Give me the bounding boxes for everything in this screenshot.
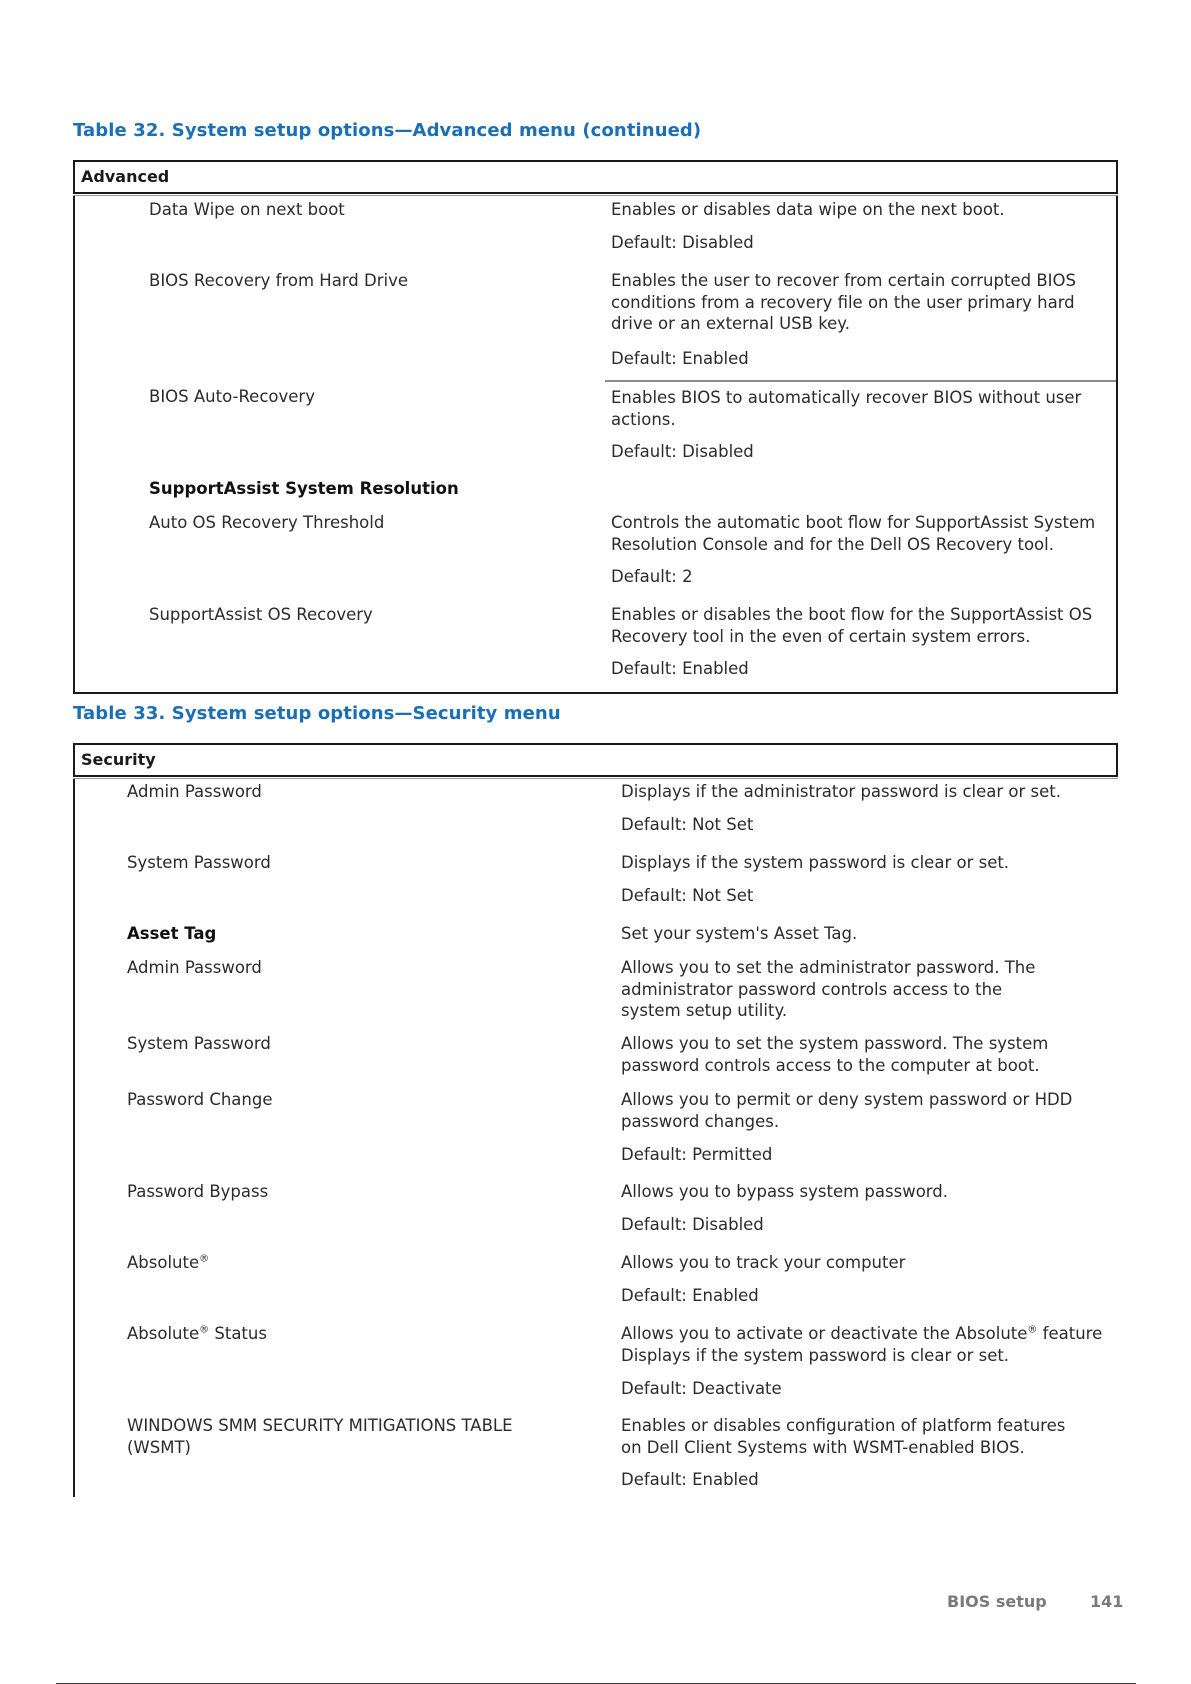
setting-name: Data Wipe on next boot <box>149 200 345 219</box>
section-heading: SupportAssist System Resolution <box>149 479 459 498</box>
setting-default: Default: Enabled <box>621 1286 759 1305</box>
setting-description: Allows you to permit or deny system password or HDD password changes. <box>621 1090 1073 1131</box>
setting-default: Default: 2 <box>611 567 693 586</box>
registered-mark: ® <box>199 1253 210 1265</box>
setting-name: Admin Password <box>127 958 262 977</box>
setting-default: Default: Disabled <box>611 233 754 252</box>
setting-name: BIOS Auto-Recovery <box>149 387 315 406</box>
setting-default: Default: Enabled <box>621 1470 759 1489</box>
page-number: 141 <box>1090 1592 1124 1611</box>
setting-description: Displays if the administrator password is clear or set. <box>621 782 1061 801</box>
setting-description-text: Allows you to activate or deactivate the Absolute <box>621 1324 1028 1343</box>
setting-description <box>621 1323 1121 1366</box>
setting-name: System Password <box>127 1034 271 1053</box>
table-header-label: Advanced <box>81 167 170 186</box>
row-divider <box>605 380 1116 382</box>
setting-default: Default: Enabled <box>611 349 749 368</box>
setting-description: Allows you to set the system password. The system password controls access to the computer at boot. <box>621 1034 1049 1075</box>
table-header <box>73 743 1118 777</box>
setting-default: Default: Deactivate <box>621 1379 782 1398</box>
setting-name: WINDOWS SMM SECURITY MITIGATIONS TABLE (WSMT) <box>127 1416 513 1457</box>
setting-name-suffix: Status <box>209 1324 267 1343</box>
table-body-frame <box>73 779 1118 1497</box>
setting-name-text: Absolute <box>127 1253 200 1272</box>
setting-default: Default: Disabled <box>611 442 754 461</box>
setting-description: Allows you to bypass system password. <box>621 1182 948 1201</box>
setting-name <box>127 1323 267 1345</box>
setting-name: Auto OS Recovery Threshold <box>149 513 385 532</box>
setting-name: SupportAssist OS Recovery <box>149 605 373 624</box>
setting-description: Enables or disables the boot flow for the SupportAssist OS Recovery tool in the even of certain system errors. <box>611 605 1093 646</box>
setting-name <box>127 1252 209 1274</box>
registered-mark: ® <box>199 1324 210 1336</box>
setting-description-line2: Displays if the system password is clear or set. <box>621 1345 1010 1365</box>
setting-description: Enables or disables configuration of platform features on Dell Client Systems with WSMT-enabled BIOS. <box>621 1416 1066 1457</box>
setting-description: Enables BIOS to automatically recover BIOS without user actions. <box>611 388 1082 429</box>
table-32-caption: Table 32. System setup options—Advanced menu (continued) <box>73 120 702 141</box>
setting-description: Set your system's Asset Tag. <box>621 924 858 943</box>
setting-default: Default: Permitted <box>621 1145 773 1164</box>
setting-description: Enables the user to recover from certain corrupted BIOS conditions from a recovery file on the user primary hard drive or an external USB key. <box>611 271 1076 333</box>
registered-mark: ® <box>1027 1324 1038 1336</box>
setting-description: Displays if the system password is clear or set. <box>621 853 1010 872</box>
setting-description: Allows you to track your computer <box>621 1253 906 1272</box>
setting-name: Password Change <box>127 1090 273 1109</box>
setting-default: Default: Not Set <box>621 886 754 905</box>
setting-name: Admin Password <box>127 782 262 801</box>
table-header-label: Security <box>81 750 156 769</box>
setting-description: Enables or disables data wipe on the next boot. <box>611 200 1005 219</box>
footer-section-title: BIOS setup <box>947 1592 1047 1611</box>
setting-default: Default: Not Set <box>621 815 754 834</box>
table-33-caption: Table 33. System setup options—Security menu <box>73 703 561 724</box>
setting-description: Allows you to set the administrator password. The administrator password controls access to the system setup utility. <box>621 958 1036 1020</box>
setting-description-suffix: feature <box>1037 1324 1103 1343</box>
setting-name: System Password <box>127 853 271 872</box>
setting-name-text: Absolute <box>127 1324 200 1343</box>
setting-name: BIOS Recovery from Hard Drive <box>149 271 409 290</box>
section-heading: Asset Tag <box>127 924 217 943</box>
setting-description: Controls the automatic boot flow for SupportAssist System Resolution Console and for the Dell OS Recovery tool. <box>611 513 1096 554</box>
setting-name: Password Bypass <box>127 1182 269 1201</box>
setting-default: Default: Enabled <box>611 659 749 678</box>
table-header <box>73 160 1118 194</box>
setting-default: Default: Disabled <box>621 1215 764 1234</box>
